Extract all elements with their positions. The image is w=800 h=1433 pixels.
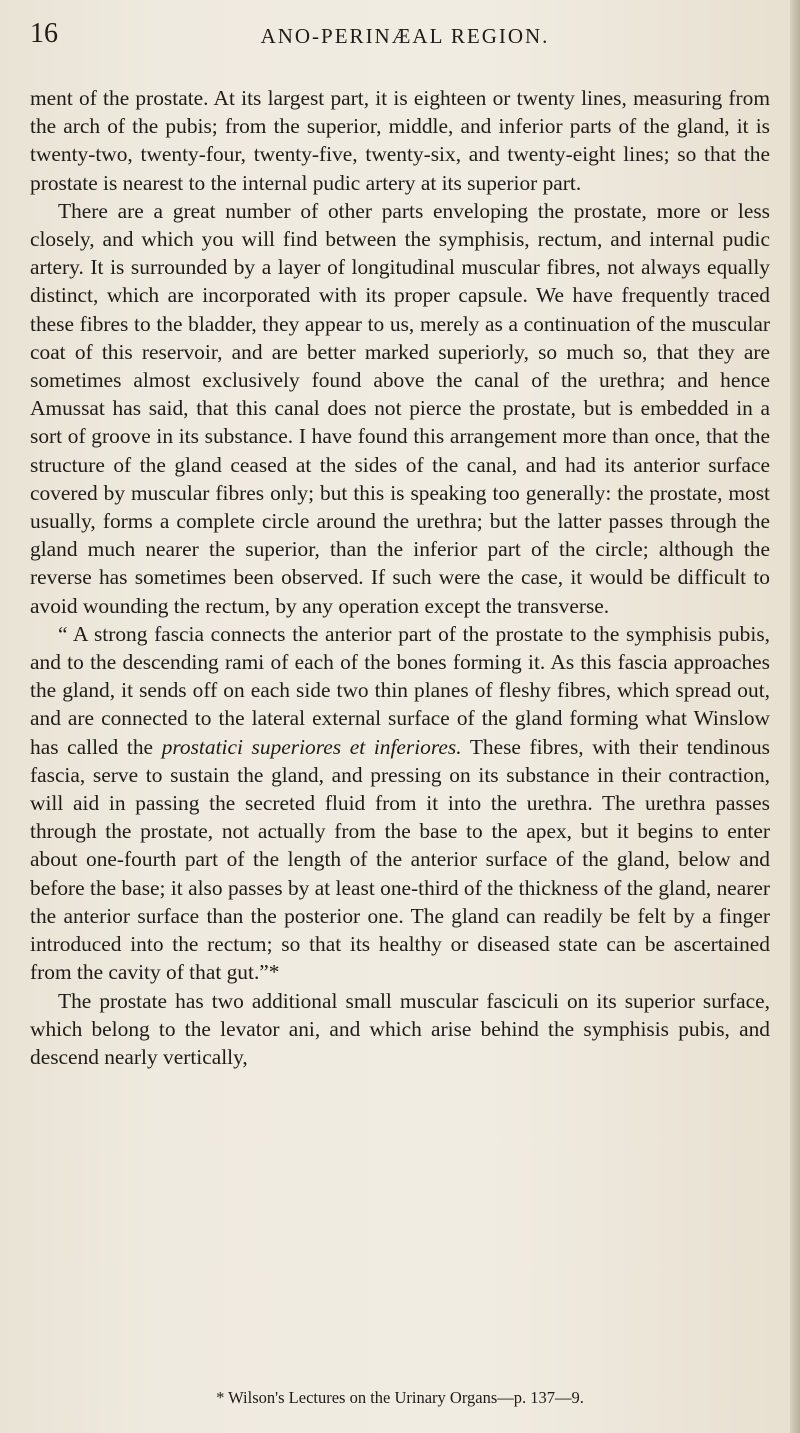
quote-text-start: “ A strong fascia connects the anterior part of the prostate to the symphisis pubis, and to the descending rami of each of the bones forming it. As this fascia approaches the gland, it sends off on each side two thin planes of fleshy fibres, which spread out, and are connected to the lateral external surface of the gland forming what Winslow has called the [30,621,770,759]
paragraph-2: There are a great number of other parts enveloping the prostate, more or less closely, and which you will find between the symphisis, rectum, and internal pudic artery. It is surrounded by a layer of longitudinal muscular fibres, not always equally distinct, which are incorporated with its proper capsule. We have frequently traced these fibres to the bladder, they appear to us, merely as a continuation of the muscular coat of this reservoir, and are better marked superiorly, so much so, that they are sometimes almost exclusively found above the canal of the urethra; and hence Amussat has said, that this canal does not pierce the prostate, but is embedded in a sort of groove in its substance. I have found this arrangement more than once, that the structure of the gland ceased at the sides of the canal, and had its anterior surface covered by muscular fibres only; but this is speaking too generally: the prostate, most usually, forms a complete circle around the urethra; but the latter passes through the gland much nearer the superior, than the inferior part of the circle; although the reverse has sometimes been observed. If such were the case, it would be difficult to avoid wounding the rectum, by any operation except the transverse. [30,198,770,618]
paragraph-1: ment of the prostate. At its largest part, it is eighteen or twenty lines, measuring from the arch of the pubis; from the superior, middle, and inferior parts of the gland, it is twenty-two, twenty-four, twenty-five, twenty-six, and twenty-eight lines; so that the prostate is nearest to the internal pudic artery at its superior part. [30,86,770,195]
footnote: * Wilson's Lectures on the Urinary Organs—p. 137—9. [216,1388,584,1407]
page-edge [790,0,800,1433]
quote-text-end: These fibres, with their tendinous fascia, serve to sustain the gland, and pressing on its substance in their contraction, will aid in passing the secreted fluid from it into the urethra. The urethra passes through the prostate, not actually from the base to the apex, but it begins to enter about one-fourth part of the length of the anterior surface of the gland, below and before the base; it also passes by at least one-third of the thickness of the gland, nearer the anterior surface than the posterior one. The gland can readily be felt by a finger introduced into the rectum; so that its healthy or diseased state can be ascertained from the cavity of that gut.”* [30,734,770,985]
running-head: ANO-PERINÆAL REGION. [260,24,550,48]
paragraph-3-quote [30,620,770,987]
page-body [30,84,770,1071]
page-header [30,18,780,58]
latin-term: prostatici superiores et inferiores. [161,734,462,759]
paragraph-4: The prostate has two additional small muscular fasciculi on its superior surface, which belong to the levator ani, and which arise behind the symphisis pubis, and descend nearly vertically, [30,988,770,1069]
page-number: 16 [30,18,58,49]
